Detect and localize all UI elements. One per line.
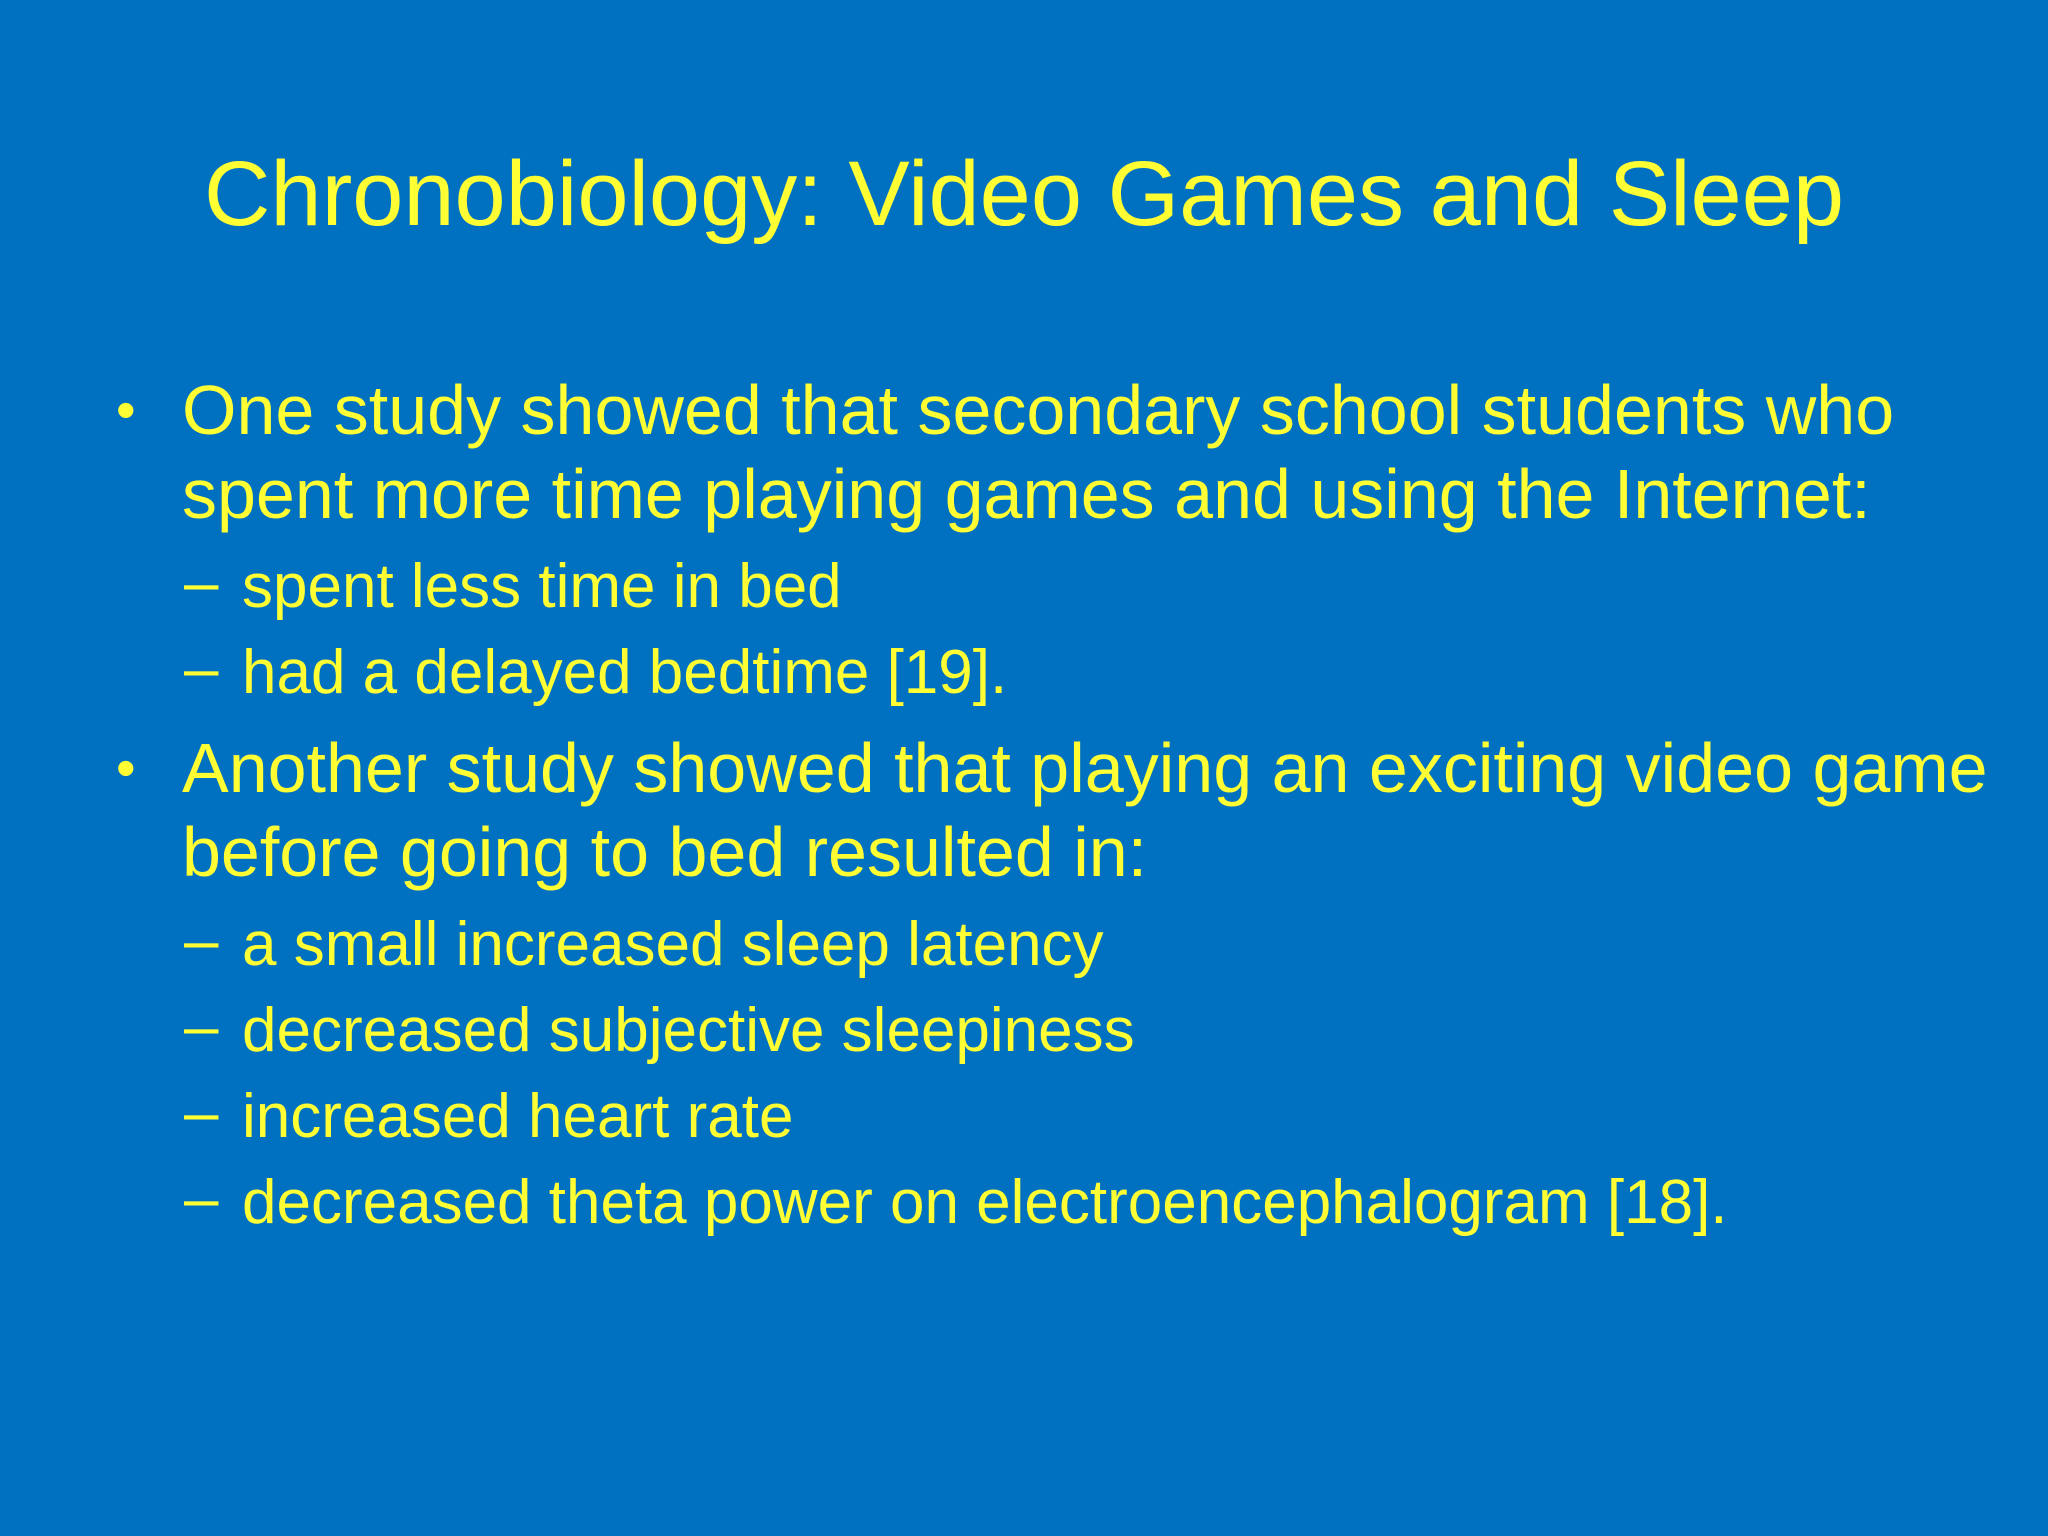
sub-item-text: decreased subjective sleepiness	[242, 996, 1135, 1065]
sub-item	[182, 902, 1992, 988]
dash-icon: –	[184, 906, 219, 975]
sub-item-text: decreased theta power on electroencephalogram [18].	[242, 1168, 1728, 1237]
dash-icon: –	[184, 992, 219, 1061]
sub-item-text: a small increased sleep latency	[242, 910, 1104, 979]
bullet-list	[112, 368, 1992, 1246]
sub-item-text: spent less time in bed	[242, 552, 842, 621]
bullet-text: One study showed that secondary school students who spent more time playing games and using the Internet:	[182, 371, 1895, 533]
sub-item	[182, 544, 1992, 630]
sub-item	[182, 988, 1992, 1074]
sub-item	[182, 1074, 1992, 1160]
dash-icon: –	[184, 634, 219, 703]
sub-list	[182, 544, 1992, 716]
dash-icon: –	[184, 548, 219, 617]
sub-list	[182, 902, 1992, 1246]
bullet-dot-icon: •	[116, 736, 136, 799]
sub-item-text: had a delayed bedtime [19].	[242, 638, 1008, 707]
sub-item-text: increased heart rate	[242, 1082, 794, 1151]
dash-icon: –	[184, 1164, 219, 1233]
dash-icon: –	[184, 1078, 219, 1147]
bullet-item	[112, 726, 1992, 1246]
sub-item	[182, 1160, 1992, 1246]
bullet-item	[112, 368, 1992, 716]
bullet-text: Another study showed that playing an exciting video game before going to bed resulted in:	[182, 729, 1988, 891]
sub-item	[182, 630, 1992, 716]
bullet-dot-icon: •	[116, 378, 136, 441]
slide-title: Chronobiology: Video Games and Sleep	[203, 143, 1845, 245]
